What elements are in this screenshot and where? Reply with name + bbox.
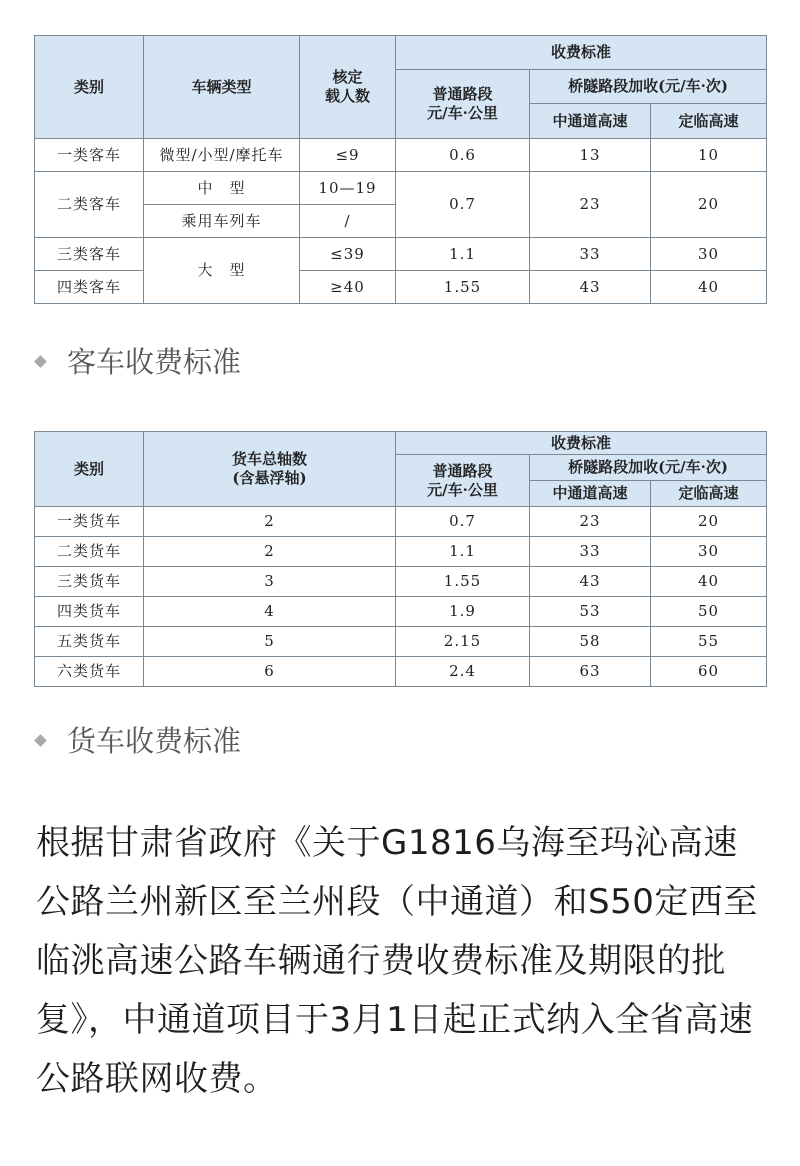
cell-category: 六类货车: [35, 657, 144, 687]
diamond-bullet-icon: [34, 355, 47, 368]
cell-dinglin: 60: [651, 657, 767, 687]
cell-zhongtongdao: 33: [530, 537, 651, 567]
cell-dinglin: 50: [651, 597, 767, 627]
cell-vehicle-type: 乘用车列车: [144, 205, 300, 238]
cell-axles: 2: [144, 537, 396, 567]
cell-category: 二类客车: [35, 172, 144, 238]
header-category: 类别: [35, 432, 144, 507]
table-row: [35, 627, 767, 657]
cell-category: 一类客车: [35, 139, 144, 172]
cell-seats: /: [300, 205, 396, 238]
cell-dinglin: 20: [651, 172, 767, 238]
table-row: [35, 567, 767, 597]
cell-normal: 1.55: [396, 271, 530, 304]
cell-axles: 6: [144, 657, 396, 687]
cell-category: 三类货车: [35, 567, 144, 597]
header-seats: 核定 载人数: [300, 36, 396, 139]
cell-vehicle-type: 微型/小型/摩托车: [144, 139, 300, 172]
header-normal-road: 普通路段 元/车·公里: [396, 70, 530, 139]
cell-normal: 1.1: [396, 537, 530, 567]
cell-seats: ≤9: [300, 139, 396, 172]
table-row: [35, 657, 767, 687]
cell-dinglin: 10: [651, 139, 767, 172]
cell-category: 四类客车: [35, 271, 144, 304]
table-row: [35, 139, 767, 172]
cell-normal: 0.6: [396, 139, 530, 172]
header-bridge-tunnel: 桥隧路段加收(元/车·次): [530, 70, 767, 104]
cell-axles: 2: [144, 507, 396, 537]
cell-zhongtongdao: 43: [530, 271, 651, 304]
cell-seats: ≤39: [300, 238, 396, 271]
cell-normal: 1.9: [396, 597, 530, 627]
passenger-fee-table: [34, 35, 767, 304]
truck-fee-table: [34, 431, 767, 687]
cell-zhongtongdao: 63: [530, 657, 651, 687]
cell-seats: 10—19: [300, 172, 396, 205]
cell-dinglin: 30: [651, 238, 767, 271]
header-category: 类别: [35, 36, 144, 139]
header-fee-standard: 收费标准: [396, 36, 767, 70]
header-dinglin: 定临高速: [651, 104, 767, 139]
cell-category: 五类货车: [35, 627, 144, 657]
truck-table-caption: [34, 719, 241, 760]
passenger-table-caption: [34, 340, 241, 381]
cell-normal: 1.1: [396, 238, 530, 271]
cell-axles: 3: [144, 567, 396, 597]
header-zhongtongdao: 中通道高速: [530, 104, 651, 139]
cell-zhongtongdao: 13: [530, 139, 651, 172]
table-row: [35, 172, 767, 205]
header-dinglin: 定临高速: [651, 481, 767, 507]
cell-vehicle-type: 中 型: [144, 172, 300, 205]
table-row: [35, 597, 767, 627]
caption-text: 货车收费标准: [67, 724, 242, 758]
cell-normal: 0.7: [396, 172, 530, 238]
cell-zhongtongdao: 23: [530, 507, 651, 537]
cell-dinglin: 55: [651, 627, 767, 657]
header-bridge-tunnel: 桥隧路段加收(元/车·次): [530, 455, 767, 481]
header-axles: 货车总轴数 (含悬浮轴): [144, 432, 396, 507]
cell-normal: 0.7: [396, 507, 530, 537]
header-normal-road: 普通路段 元/车·公里: [396, 455, 530, 507]
cell-axles: 4: [144, 597, 396, 627]
cell-category: 二类货车: [35, 537, 144, 567]
header-vehicle-type: 车辆类型: [144, 36, 300, 139]
cell-axles: 5: [144, 627, 396, 657]
cell-dinglin: 40: [651, 271, 767, 304]
cell-dinglin: 30: [651, 537, 767, 567]
cell-zhongtongdao: 23: [530, 172, 651, 238]
article-paragraph: 根据甘肃省政府《关于G1816乌海至玛沁高速公路兰州新区至兰州段（中通道）和S50定西至临洮高速公路车辆通行费收费标准及期限的批复》，中通道项目于3月1日起正式纳入全省高速公路联网收费。: [36, 823, 758, 1099]
cell-category: 四类货车: [35, 597, 144, 627]
cell-vehicle-type: 大 型: [144, 238, 300, 304]
caption-text: 客车收费标准: [67, 345, 242, 379]
cell-zhongtongdao: 33: [530, 238, 651, 271]
cell-normal: 2.4: [396, 657, 530, 687]
cell-category: 三类客车: [35, 238, 144, 271]
cell-dinglin: 40: [651, 567, 767, 597]
cell-zhongtongdao: 53: [530, 597, 651, 627]
diamond-bullet-icon: [34, 734, 47, 747]
header-fee-standard: 收费标准: [396, 432, 767, 455]
cell-category: 一类货车: [35, 507, 144, 537]
cell-dinglin: 20: [651, 507, 767, 537]
cell-seats: ≥40: [300, 271, 396, 304]
cell-normal: 2.15: [396, 627, 530, 657]
table-row: [35, 238, 767, 271]
header-zhongtongdao: 中通道高速: [530, 481, 651, 507]
cell-zhongtongdao: 58: [530, 627, 651, 657]
cell-normal: 1.55: [396, 567, 530, 597]
table-row: [35, 537, 767, 567]
table-row: [35, 507, 767, 537]
cell-zhongtongdao: 43: [530, 567, 651, 597]
